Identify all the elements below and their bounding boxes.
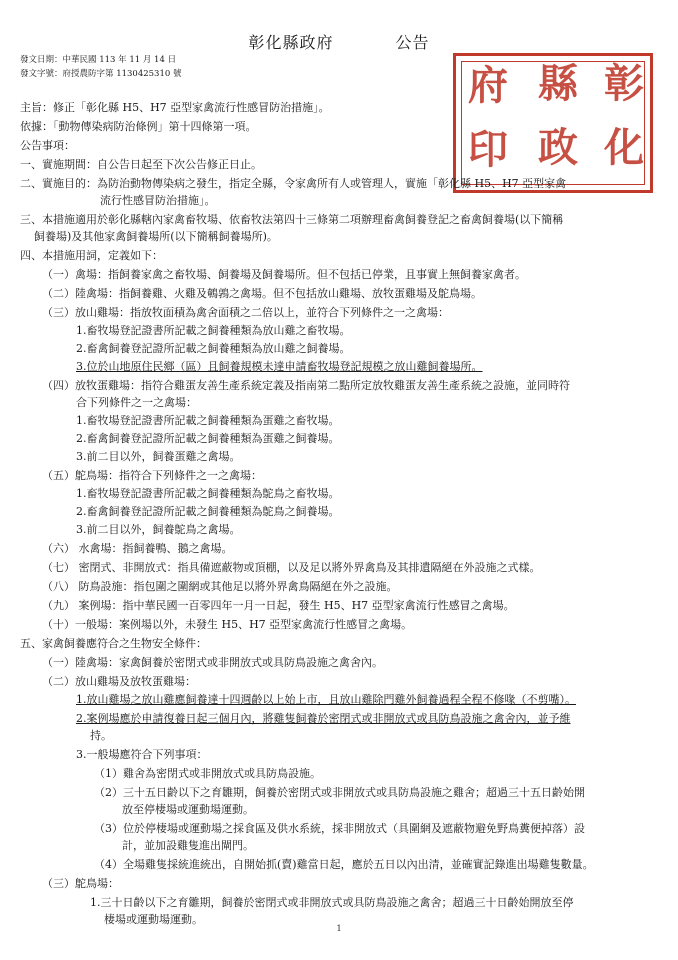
biosecurity-1: （一）陸禽場：家禽飼養於密閉式或非開放式或具防鳥設施之禽舍內。 (42, 656, 383, 669)
definition-5-item: 1.畜牧場登記證書所記載之飼養種類為鴕鳥之畜牧場。 (76, 487, 340, 500)
biosecurity-3-item: 1.三十日齡以下之育雛期，飼養於密閉式或非開放式或具防鳥設施之禽舍；超過三十日齡始開放至停 (90, 896, 574, 909)
section-2: 二、實施目的：為防治動物傳染病之發生，指定全縣，令家禽所有人或管理人，實施「彰化縣 H5、H7 亞型家禽 (20, 177, 567, 190)
definition-4-item: 2.畜禽飼養登記證所記載之飼養種類為蛋雞之飼養場。 (76, 432, 340, 445)
definition-6: （六） 水禽場：指飼養鴨、鵝之禽場。 (42, 542, 233, 555)
definition-4-item: 1.畜牧場登記證書所記載之飼養種類為蛋雞之畜牧場。 (76, 414, 340, 427)
definition-7: （七） 密閉式、非開放式：指具備遮蔽物或頂棚，以及足以將外界禽鳥及其排遺隔絕在外設施之式樣。 (42, 561, 541, 574)
section-2-cont: 流行性感冒防治措施」。 (100, 194, 216, 207)
biosecurity-2: （二）放山雞場及放牧蛋雞場： (42, 675, 196, 688)
general-farm-rule: （1）雞舍為密閉式或非開放式或具防鳥設施。 (94, 767, 321, 780)
document-header (0, 30, 678, 53)
definition-3-item: 3.位於山地原住民鄉（區）且飼養規模未達申請畜牧場登記規模之放山雞飼養場所。 (76, 360, 483, 373)
section-1: 一、實施期間：自公告日起至下次公告修正日止。 (20, 158, 262, 171)
announcement-heading: 公告事項： (20, 139, 75, 152)
section-5: 五、家禽飼養應符合之生物安全條件： (20, 637, 207, 650)
general-farm-rule: （4）全場雞隻採統進統出，自開始抓(賣)雞當日起，應於五日以內出清，並確實記錄進出場雞隻數量。 (94, 858, 594, 871)
seal-char: 縣 (538, 60, 578, 107)
general-farm-rule: （2）三十五日齡以下之育雛期，飼養於密閉式或非開放式或具防鳥設施之雞舍；超過三十五日齡始開 (94, 786, 585, 799)
definition-3-item: 2.畜禽飼養登記證所記載之飼養種類為放山雞之飼養場。 (76, 342, 351, 355)
official-seal (453, 53, 653, 193)
issuing-organization: 彰化縣政府 (248, 33, 334, 52)
definition-4-item: 3.前二目以外，飼養蛋雞之禽場。 (76, 450, 241, 463)
definition-2: （二）陸禽場：指飼養雞、火雞及鵪鶉之禽場。但不包括放山雞場、放牧蛋雞場及鴕鳥場。 (42, 287, 482, 300)
biosecurity-2-item-cont: 持。 (90, 729, 112, 742)
page-number: 1 (336, 924, 342, 933)
seal-char: 政 (538, 124, 578, 171)
document-type: 公告 (395, 33, 430, 52)
subject-line: 主旨：修正「彰化縣 H5、H7 亞型家禽流行性感冒防治措施」。 (20, 101, 330, 114)
general-farm-rule-cont: 計，並加設雞隻進出閘門。 (122, 839, 254, 852)
biosecurity-2-item: 3.一般場應符合下列事項： (76, 748, 208, 761)
section-3: 三、本措施適用於彰化縣轄內家禽畜牧場、依畜牧法第四十三條第二項辦理畜禽飼養登記之畜禽飼養場(以下簡稱 (20, 213, 564, 226)
biosecurity-3-item-cont: 棲場或運動場運動。 (104, 913, 203, 926)
definition-9: （九） 案例場：指中華民國一百零四年一月一日起，發生 H5、H7 亞型家禽流行性感冒之禽場。 (42, 599, 515, 612)
basis-line: 依據：「動物傳染病防治條例」第十四條第一項。 (20, 120, 257, 133)
seal-char: 彰 (604, 60, 644, 107)
biosecurity-3: （三）鴕鳥場： (42, 877, 119, 890)
general-farm-rule-cont: 放至停棲場或運動場運動。 (122, 803, 254, 816)
definition-4-cont: 合下列條件之一之禽場： (76, 396, 197, 409)
definition-5-item: 2.畜禽飼養登記證所記載之飼養種類為鴕鳥之飼養場。 (76, 505, 340, 518)
document-number: 發文字號：府授農防字第 1130425310 號 (20, 69, 182, 79)
seal-char: 印 (468, 126, 508, 173)
definition-8: （八） 防鳥設施：指包圍之圍網或其他足以將外界禽鳥隔絕在外之設施。 (42, 580, 398, 593)
seal-char: 府 (468, 62, 508, 109)
definition-10: （十）一般場：案例場以外，未發生 H5、H7 亞型家禽流行性感冒之禽場。 (42, 618, 413, 631)
section-4: 四、本措施用詞，定義如下： (20, 249, 163, 262)
definition-5-item: 3.前二目以外，飼養鴕鳥之禽場。 (76, 523, 241, 536)
definition-4: （四）放牧蛋雞場：指符合雞蛋友善生產系統定義及指南第二點所定放牧雞蛋友善生產系統之設施，並同時符 (42, 379, 570, 392)
section-3-cont: 飼養場)及其他家禽飼養場所(以下簡稱飼養場所)。 (34, 230, 278, 243)
general-farm-rule: （3）位於停棲場或運動場之採食區及供水系統，採非開放式（具圍網及遮蔽物避免野鳥糞便掉落）設 (94, 822, 585, 835)
biosecurity-2-item: 1.放山雞場之放山雞應飼養達十四週齡以上始上市，且放山雞除門雞外飼養過程全程不修喙（不剪嘴）。 (76, 693, 576, 706)
definition-3: （三）放山雞場：指放牧面積為禽舍面積之二倍以上，並符合下列條件之一之禽場： (42, 306, 449, 319)
definition-1: （一）禽場：指飼養家禽之畜牧場、飼養場及飼養場所。但不包括已停業，且事實上無飼養家禽者。 (42, 268, 526, 281)
definition-3-item: 1.畜牧場登記證書所記載之飼養種類為放山雞之畜牧場。 (76, 324, 351, 337)
issue-date: 發文日期：中華民國 113 年 11 月 14 日 (20, 55, 177, 65)
definition-5: （五）鴕鳥場：指符合下列條件之一之禽場： (42, 469, 262, 482)
seal-char: 化 (604, 124, 644, 171)
biosecurity-2-item: 2.案例場應於申請復養日起三個月內，將雞隻飼養於密閉式或非開放式或具防鳥設施之禽舍內，並予維 (76, 712, 571, 725)
